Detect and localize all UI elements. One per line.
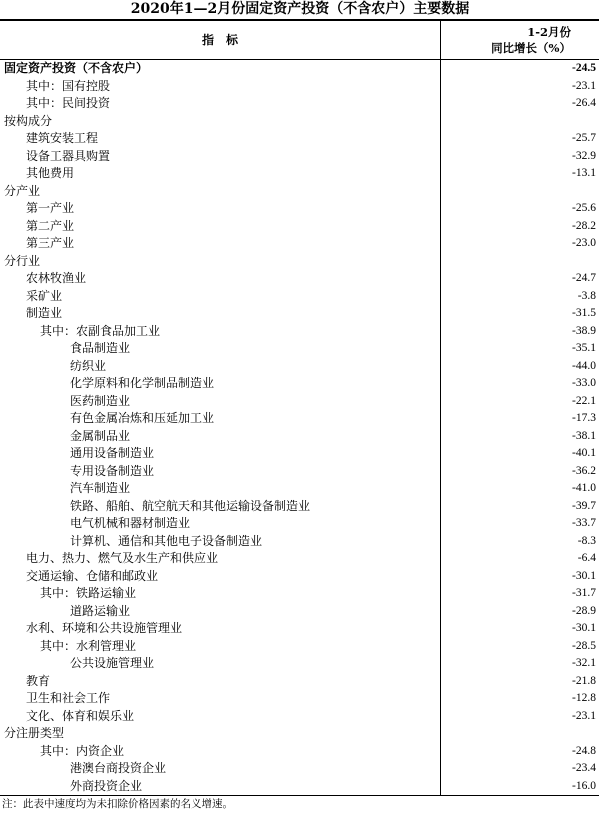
row-value: -38.1 [572,429,596,442]
column-divider [440,323,441,341]
table-row [0,113,599,131]
table-row [0,95,599,113]
row-value: -22.1 [572,394,596,407]
row-label: 农林牧渔业 [26,271,87,285]
table-row [0,620,599,638]
column-divider [440,218,441,236]
row-value: -24.5 [572,62,596,74]
column-divider [440,60,441,78]
table-row [0,708,599,726]
column-divider [440,130,441,148]
row-label: 化学原料和化学制品制造业 [70,376,215,390]
row-value: -23.1 [572,79,596,92]
table-row [0,340,599,358]
table-header [0,19,599,60]
row-value: -3.8 [577,289,596,302]
column-divider [440,550,441,568]
table-row [0,515,599,533]
table-row [0,270,599,288]
row-value: -35.1 [572,342,596,354]
row-label: 铁路、船舶、航空航天和其他运输设备制造业 [70,498,311,513]
row-label: 分行业 [4,253,41,268]
row-label: 采矿业 [26,288,63,303]
row-label: 医药制造业 [70,393,131,408]
row-value: -24.7 [572,272,596,284]
table-row [0,130,599,148]
row-value: -30.1 [572,622,596,634]
table-row [0,550,599,568]
table-row [0,533,599,551]
table-row [0,568,599,586]
table-row [0,305,599,323]
column-divider [440,690,441,708]
value-header-line2: 同比增长（%） [491,41,571,55]
table-row [0,690,599,708]
table-row [0,498,599,516]
column-divider [440,428,441,446]
row-label: 金属制品业 [70,428,131,443]
row-value: -13.1 [572,167,596,179]
row-value: -31.5 [572,307,596,319]
data-table [0,19,599,796]
column-divider [440,585,441,603]
column-divider [440,445,441,463]
row-label: 建筑安装工程 [26,131,99,145]
column-divider [440,638,441,656]
row-value: -36.2 [572,464,596,477]
row-value: -39.7 [572,499,596,512]
table-title: 2020年1—2月份固定资产投资（不含农户）主要数据 [130,1,470,17]
column-divider [440,113,441,131]
table-row [0,375,599,393]
table-row [0,393,599,411]
row-label: 设备工器具购置 [26,148,111,163]
row-value: -23.1 [572,709,596,722]
column-divider [440,253,441,271]
value-header-line1: 1-2月份 [527,25,571,39]
row-value: -44.0 [572,359,596,372]
row-label: 其中：内资企业 [40,743,125,758]
table-row [0,218,599,236]
row-label: 纺织业 [70,358,107,373]
column-divider [440,288,441,306]
row-label: 文化、体育和娱乐业 [26,708,135,723]
table-row [0,725,599,743]
footnote: 注：此表中速度均为未扣除价格因素的名义增速。 [2,798,233,810]
row-label: 其中：水利管理业 [40,638,137,653]
row-label: 公共设施管理业 [70,656,155,670]
table-row [0,445,599,463]
column-divider [440,78,441,96]
table-body [0,60,599,796]
column-divider [440,358,441,376]
table-row [0,323,599,341]
row-value: -8.3 [577,534,596,547]
column-divider [440,708,441,726]
column-divider [440,95,441,113]
row-value: -26.4 [572,97,596,109]
column-divider [440,270,441,288]
row-value: -38.9 [572,324,596,337]
table-row [0,778,599,796]
table-row [0,253,599,271]
column-divider [440,673,441,691]
row-label: 其中：民间投资 [26,96,111,110]
row-value: -33.7 [572,517,596,529]
column-divider [440,340,441,358]
row-label: 其中：国有控股 [26,78,111,93]
table-row [0,183,599,201]
row-value: -6.4 [577,552,596,564]
row-label: 其中：农副食品加工业 [40,323,161,338]
table-row [0,148,599,166]
column-divider [440,603,441,621]
row-label: 水利、环境和公共设施管理业 [26,621,183,635]
row-label: 第一产业 [26,201,75,215]
column-divider [440,410,441,428]
table-row [0,603,599,621]
row-value: -32.1 [572,657,596,669]
row-value: -12.8 [572,692,596,704]
table-row [0,480,599,498]
row-value: -31.7 [572,587,596,599]
column-divider [440,375,441,393]
table-row [0,638,599,656]
row-label: 食品制造业 [70,341,131,355]
table-row [0,428,599,446]
table-row [0,358,599,376]
column-divider [440,183,441,201]
table-row [0,165,599,183]
column-divider [440,655,441,673]
row-label: 道路运输业 [70,603,131,618]
row-label: 汽车制造业 [70,481,131,495]
table-row [0,585,599,603]
row-label: 教育 [26,673,51,688]
row-label: 第二产业 [26,218,75,233]
row-label: 分注册类型 [4,726,65,740]
row-value: -25.7 [572,132,596,144]
row-label: 卫生和社会工作 [26,691,111,705]
column-divider [440,778,441,796]
row-label: 第三产业 [26,236,75,250]
row-value: -32.9 [572,149,596,162]
row-value: -17.3 [572,412,596,424]
row-value: -28.2 [572,219,596,232]
column-divider [440,498,441,516]
row-label: 计算机、通信和其他电子设备制造业 [70,533,263,548]
row-value: -16.0 [572,779,596,792]
row-value: -25.6 [572,202,596,214]
row-label: 其中：铁路运输业 [40,586,137,600]
row-label: 固定资产投资（不含农户） [4,61,149,75]
table-row [0,655,599,673]
row-label: 交通运输、仓储和邮政业 [26,568,159,583]
indicator-header: 指 标 [201,33,238,47]
row-label: 外商投资企业 [70,778,143,793]
value-header [441,24,599,56]
row-value: -40.1 [572,447,596,459]
row-value: -28.9 [572,604,596,617]
table-row [0,200,599,218]
table-row [0,235,599,253]
column-divider [440,568,441,586]
row-label: 电力、热力、燃气及水生产和供应业 [26,551,219,565]
row-value: -33.0 [572,377,596,389]
row-label: 分产业 [4,183,41,198]
row-label: 有色金属冶炼和压延加工业 [70,411,215,425]
column-divider [440,200,441,218]
table-row [0,410,599,428]
column-divider [440,620,441,638]
row-value: -24.8 [572,744,596,757]
table-row [0,60,599,78]
table-row [0,463,599,481]
row-value: -41.0 [572,482,596,494]
column-divider [440,725,441,743]
row-value: -28.5 [572,639,596,652]
column-divider [440,760,441,778]
row-label: 其他费用 [26,166,75,180]
row-value: -23.4 [572,762,596,774]
table-row [0,288,599,306]
row-label: 港澳台商投资企业 [70,761,167,775]
row-label: 按构成分 [4,113,53,128]
column-divider [440,305,441,323]
column-divider [440,533,441,551]
column-divider [440,235,441,253]
row-label: 专用设备制造业 [70,463,155,478]
column-divider [440,148,441,166]
row-value: -21.8 [572,674,596,687]
column-divider [440,515,441,533]
column-divider [440,165,441,183]
column-divider [440,463,441,481]
table-row [0,673,599,691]
row-value: -23.0 [572,237,596,249]
row-label: 制造业 [26,306,63,320]
table-row [0,78,599,96]
table-row [0,760,599,778]
column-divider [440,480,441,498]
row-value: -30.1 [572,569,596,582]
row-label: 电气机械和器材制造业 [70,516,191,530]
row-label: 通用设备制造业 [70,446,155,460]
column-divider [440,743,441,761]
table-row [0,743,599,761]
column-divider [440,393,441,411]
